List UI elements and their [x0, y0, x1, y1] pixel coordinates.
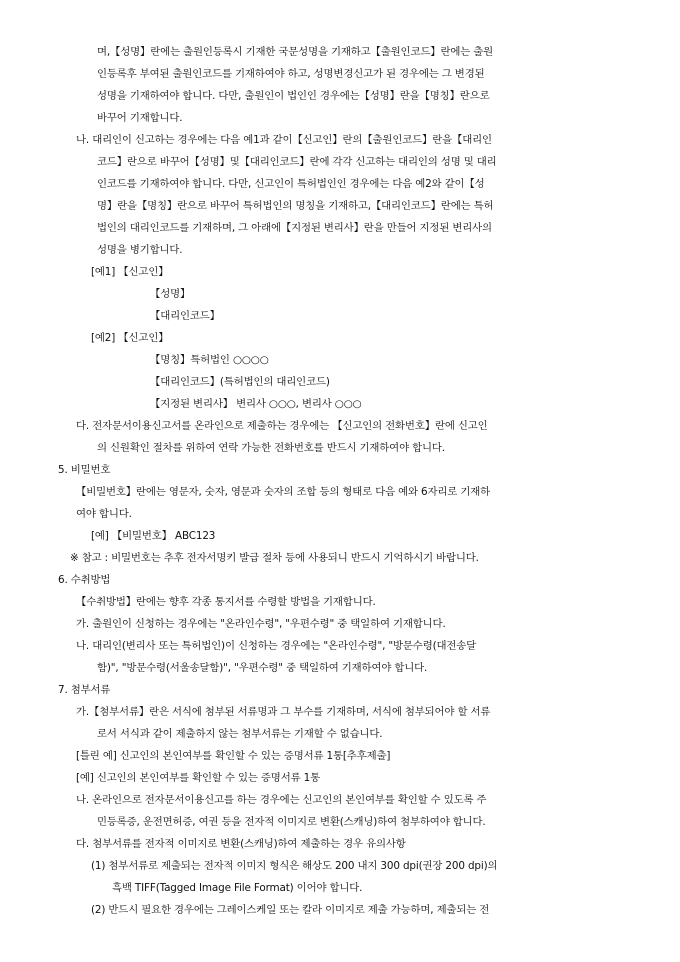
text-line: 코드】란으로 바꾸어【성명】및【대리인코드】란에 각각 신고하는 대리인의 성명 및 대리: [97, 156, 497, 168]
text-line: 바꾸어 기재합니다.: [97, 112, 183, 124]
text-line: 며,【성명】란에는 출원인등록시 기재한 국문성명을 기재하고【출원인코드】란에는 출원: [97, 46, 494, 58]
text-line: 함)", "방문수령(서울송달함)", "우편수령" 중 택일하여 기재하여야 합니다.: [97, 662, 428, 674]
example-field: 【대리인코드】: [150, 310, 220, 322]
text-line: (1) 첨부서류로 제출되는 전자적 이미지 형식은 해상도 200 내지 300 dpi(권장 200 dpi)의: [91, 860, 498, 872]
text-line: 의 신원확인 절차를 위하여 연락 가능한 전화번호를 반드시 기재하여야 합니다.: [97, 442, 445, 454]
text-line: 흑백 TIFF(Tagged Image File Format) 이어야 합니다.: [112, 882, 363, 894]
example-field: 【성명】: [150, 288, 191, 300]
example-label: [예1] 【신고인】: [91, 266, 169, 278]
example-field: 【대리인코드】(특허법인의 대리인코드): [150, 376, 330, 388]
text-line: 나. 온라인으로 전자문서이용신고를 하는 경우에는 신고인의 본인여부를 확인할 수 있도록 주: [76, 794, 487, 806]
section-heading: 7. 첨부서류: [58, 684, 111, 696]
text-line: 여야 합니다.: [76, 508, 132, 520]
text-line: 【수취방법】란에는 향후 각종 통지서를 수령할 방법을 기재합니다.: [76, 596, 376, 608]
section-heading: 5. 비밀번호: [58, 464, 111, 476]
text-line: 다. 첨부서류를 전자적 이미지로 변환(스캐닝)하여 제출하는 경우 유의사항: [76, 838, 406, 850]
note-line: ※ 참고 : 비밀번호는 추후 전자서명키 발급 절차 등에 사용되니 반드시 기억하시기 바랍니다.: [70, 552, 479, 564]
text-line: 가.【첨부서류】란은 서식에 첨부된 서류명과 그 부수를 기재하며, 서식에 첨부되어야 할 서류: [76, 706, 491, 718]
text-line: 나. 대리인이 신고하는 경우에는 다음 예1과 같이【신고인】란의【출원인코드】란을【대리인: [76, 134, 492, 146]
example-field: 【지정된 변리사】 변리사 ○○○, 변리사 ○○○: [150, 398, 362, 410]
text-line: 민등록증, 운전면허증, 여권 등을 전자적 이미지로 변환(스캐닝)하여 첨부하여야 합니다.: [97, 816, 486, 828]
example-field: 【명칭】특허법인 ○○○○: [150, 354, 269, 366]
text-line: 로서 서식과 같이 제출하지 않는 첨부서류는 기재할 수 없습니다.: [97, 728, 383, 740]
example-label: [예2] 【신고인】: [91, 332, 169, 344]
text-line: 인코드를 기재하여야 합니다. 다만, 신고인이 특허법인인 경우에는 다음 예2와 같이【성: [97, 178, 485, 190]
text-line: 법인의 대리인코드를 기재하며, 그 아래에【지정된 변리사】란을 만들어 지정된 변리사의: [97, 222, 492, 234]
example-label: [예] 【비밀번호】 ABC123: [91, 530, 216, 542]
example-label: [예] 신고인의 본인여부를 확인할 수 있는 증명서류 1통: [76, 772, 320, 784]
text-line: 명】란을【명칭】란으로 바꾸어 특허법인의 명칭을 기재하고,【대리인코드】란에는 특허: [97, 200, 494, 212]
text-line: 가. 출원인이 신청하는 경우에는 "온라인수령", "우편수령" 중 택일하여 기재합니다.: [76, 618, 446, 630]
text-line: 인등록후 부여된 출원인코드를 기재하여야 하고, 성명변경신고가 된 경우에는 그 변경된: [97, 68, 485, 80]
text-line: 성명을 병기합니다.: [97, 244, 183, 256]
section-heading: 6. 수취방법: [58, 574, 111, 586]
example-label: [틀린 예] 신고인의 본인여부를 확인할 수 있는 증명서류 1통[추후제출]: [76, 750, 391, 762]
text-line: 다. 전자문서이용신고서를 온라인으로 제출하는 경우에는 【신고인의 전화번호】란에 신고인: [76, 420, 488, 432]
text-line: 성명을 기재하여야 합니다. 다만, 출원인이 법인인 경우에는【성명】란을【명칭】란으로: [97, 90, 490, 102]
text-line: 【비밀번호】란에는 영문자, 숫자, 영문과 숫자의 조합 등의 형태로 다음 예와 6자리로 기재하: [76, 486, 490, 498]
text-line: (2) 반드시 필요한 경우에는 그레이스케일 또는 칼라 이미지로 제출 가능하며, 제출되는 전: [91, 904, 490, 916]
text-line: 나. 대리인(변리사 또는 특허법인)이 신청하는 경우에는 "온라인수령", "방문수령(대전송달: [76, 640, 477, 652]
